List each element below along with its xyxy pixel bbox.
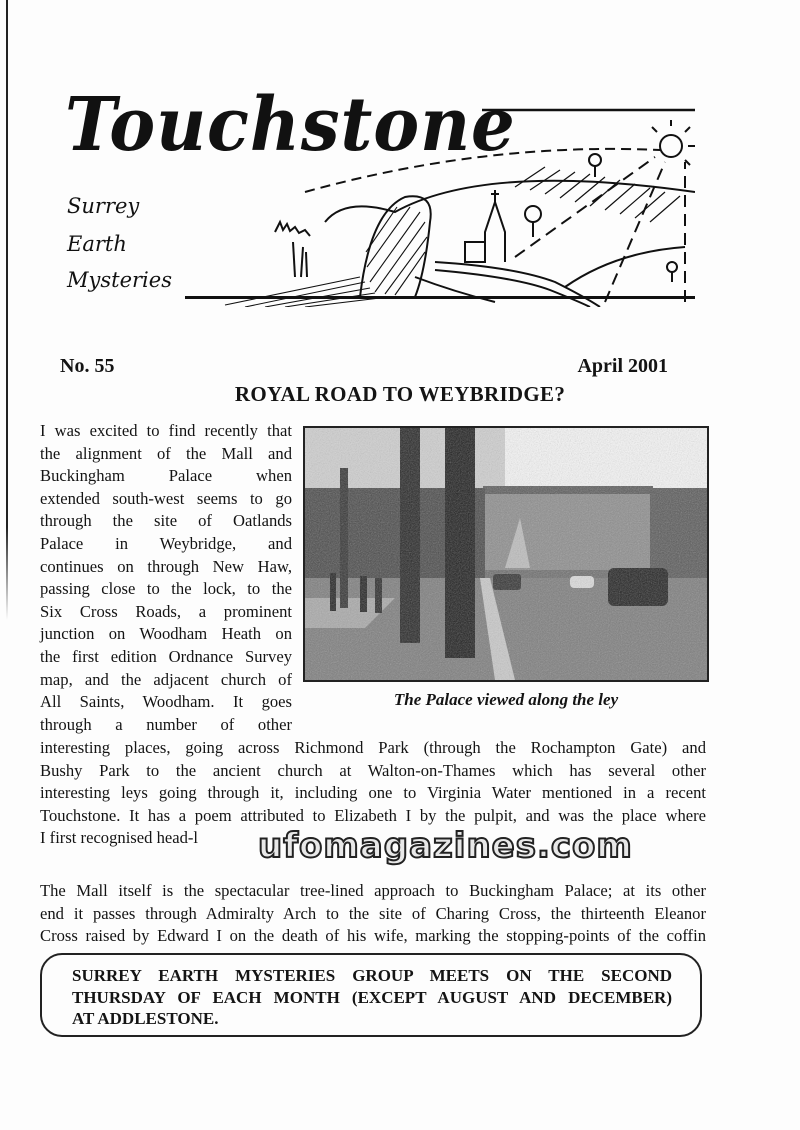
text-line: map, and the adjacent church of — [40, 669, 292, 689]
text-line: Six Cross Roads, a prominent — [40, 601, 292, 621]
issue-number: No. 55 — [60, 355, 115, 377]
text-line: The Mall itself is the spectacular tree-lined approach to Buckingham Palace; at its other — [40, 881, 706, 900]
text-line: Bushy Park to the ancient church at Walton-on-Thames which has several other — [40, 760, 706, 780]
photo-scene-icon — [305, 428, 707, 680]
masthead-subtitle-line: Earth — [67, 232, 127, 256]
photo-caption: The Palace viewed along the ley — [393, 690, 619, 709]
text-line: the first edition Ordnance Survey — [40, 646, 292, 666]
masthead-title: Touchstone — [65, 82, 516, 168]
watermark-link[interactable]: ufomagazines.com — [258, 826, 633, 866]
palace-photo — [303, 426, 709, 682]
article-headline: ROYAL ROAD TO WEYBRIDGE? — [234, 382, 566, 406]
text-line: interesting places, going across Richmond Park (through the Rochampton Gate) and — [40, 738, 706, 757]
text-line: through the site of Oatlands — [40, 511, 292, 531]
text-line: end it passes through Admiralty Arch to the site of Charing Cross, the thirteenth Eleanor — [40, 903, 706, 923]
notice-line: SURREY EARTH MYSTERIES GROUP MEETS ON THE SECOND — [72, 966, 672, 985]
text-line: I was excited to find recently that — [40, 421, 292, 440]
landscape-illustration-icon — [185, 102, 695, 307]
text-line: junction on Woodham Heath on — [40, 624, 292, 644]
text-line: Buckingham Palace when — [40, 466, 292, 486]
article-paragraph — [40, 880, 706, 948]
scan-edge-border — [6, 0, 8, 620]
text-line: Touchstone. It has a poem attributed to Elizabeth I by the pulpit, and was the place where — [40, 805, 706, 825]
text-line: Palace in Weybridge, and — [40, 533, 292, 553]
masthead-bottom-rule — [185, 296, 695, 299]
text-line: All Saints, Woodham. It goes — [40, 692, 292, 712]
text-line: passing close to the lock, to the — [40, 579, 292, 599]
text-line: through a number of other — [40, 714, 292, 734]
issue-date: April 2001 — [577, 355, 668, 377]
text-line: the alignment of the Mall and — [40, 443, 292, 463]
text-line: I first recognised head-l — [40, 828, 199, 848]
masthead-subtitle-line: Surrey — [67, 194, 140, 218]
notice-line: AT ADDLESTONE. — [72, 1009, 219, 1028]
masthead-subtitle-line: Mysteries — [67, 268, 172, 292]
text-line: extended south-west seems to go — [40, 488, 292, 508]
text-line: Cross raised by Edward I on the death of his wife, marking the stopping-points of the coffin — [40, 926, 706, 946]
text-line: continues on through New Haw, — [40, 556, 292, 576]
meeting-notice-box — [40, 953, 702, 1037]
text-line: interesting leys going through it, including one to Virginia Water mentioned in a recent — [40, 783, 706, 803]
article-column-text — [40, 420, 292, 736]
notice-line: THURSDAY OF EACH MONTH (EXCEPT AUGUST AND DECEMBER) — [72, 987, 672, 1007]
masthead — [55, 82, 695, 310]
